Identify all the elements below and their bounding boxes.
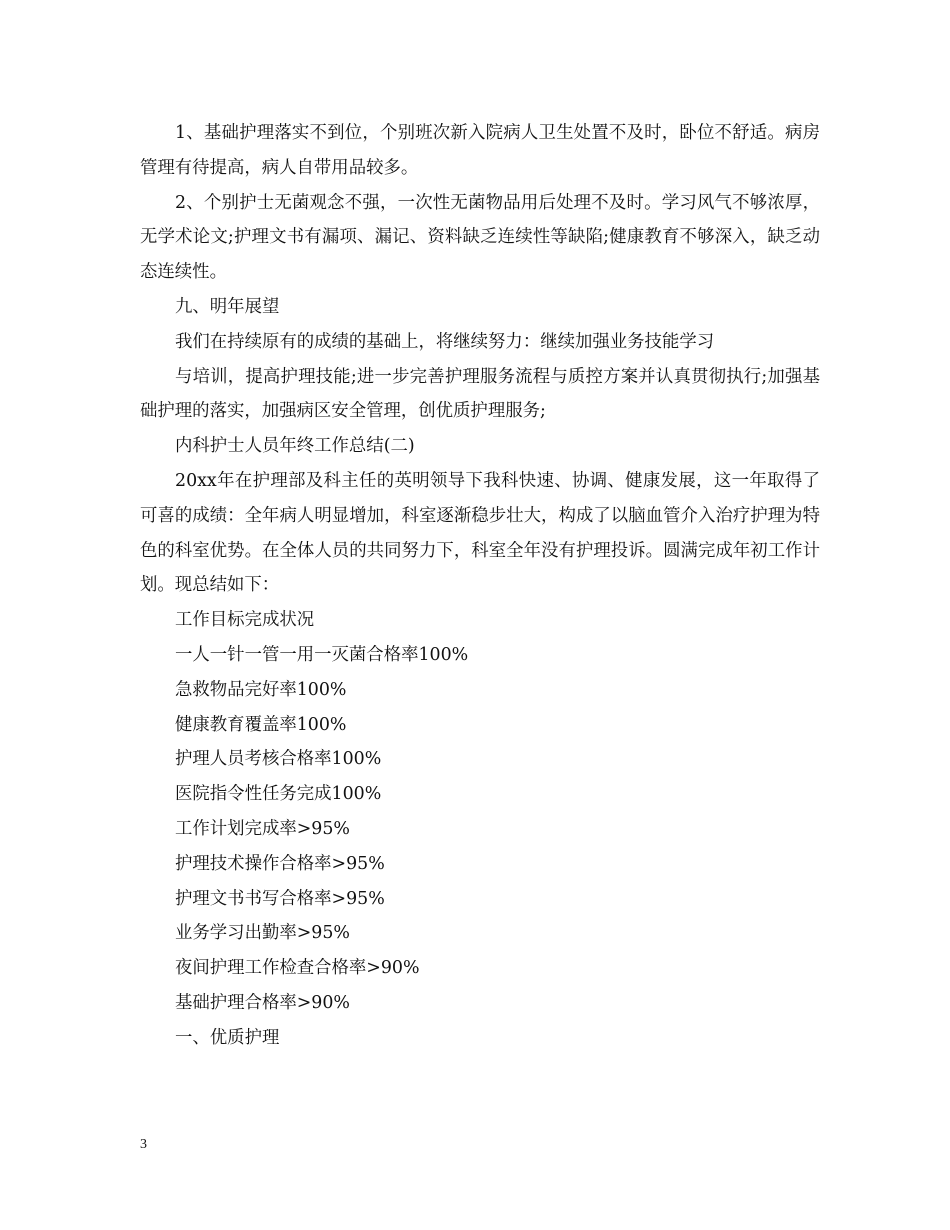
goal-item: 护理人员考核合格率100% (175, 749, 382, 770)
section-heading-quality-care: 一、优质护理 (175, 1027, 280, 1048)
page-number: 3 (140, 1137, 147, 1152)
goal-item: 基础护理合格率>90% (175, 992, 350, 1013)
paragraph-outlook-intro: 我们在持续原有的成绩的基础上，将继续努力：继续加强业务技能学习 (175, 331, 715, 352)
goal-item: 医院指令性任务完成100% (175, 784, 382, 805)
section-heading-outlook: 九、明年展望 (175, 296, 280, 317)
paragraph-outlook-detail: 与培训，提高护理技能;进一步完善护理服务流程与质控方案并认真贯彻执行;加强基础护理的落实，加强病区安全管理，创优质护理服务; (140, 366, 820, 422)
goal-item: 一人一针一管一用一灭菌合格率100% (175, 644, 469, 665)
goal-item: 护理技术操作合格率>95% (175, 853, 385, 874)
paragraph-summary: 20xx年在护理部及科主任的英明领导下我科快速、协调、健康发展，这一年取得了可喜的成绩：全年病人明显增加，科室逐渐稳步壮大，构成了以脑血管介入治疗护理为特色的科室优势。在全体人员的共同努力下，科室全年没有护理投诉。圆满完成年初工作计划。现总结如下： (140, 470, 820, 596)
section-heading-goals: 工作目标完成状况 (175, 610, 315, 631)
document-body (140, 116, 820, 1056)
goal-item: 护理文书书写合格率>95% (175, 888, 385, 909)
paragraph-issue-1: 1、基础护理落实不到位，个别班次新入院病人卫生处置不及时，卧位不舒适。病房管理有待提高，病人自带用品较多。 (140, 123, 820, 178)
document-subtitle: 内科护士人员年终工作总结(二) (175, 436, 415, 457)
goal-item: 急救物品完好率100% (175, 679, 347, 700)
goal-item: 业务学习出勤率>95% (175, 923, 350, 944)
goal-item: 健康教育覆盖率100% (175, 714, 347, 735)
paragraph-issue-2: 2、个别护士无菌观念不强，一次性无菌物品用后处理不及时。学习风气不够浓厚，无学术论文;护理文书有漏项、漏记、资料缺乏连续性等缺陷;健康教育不够深入，缺乏动态连续性。 (140, 192, 820, 283)
goal-item: 夜间护理工作检查合格率>90% (175, 958, 420, 979)
goal-item: 工作计划完成率>95% (175, 818, 350, 839)
